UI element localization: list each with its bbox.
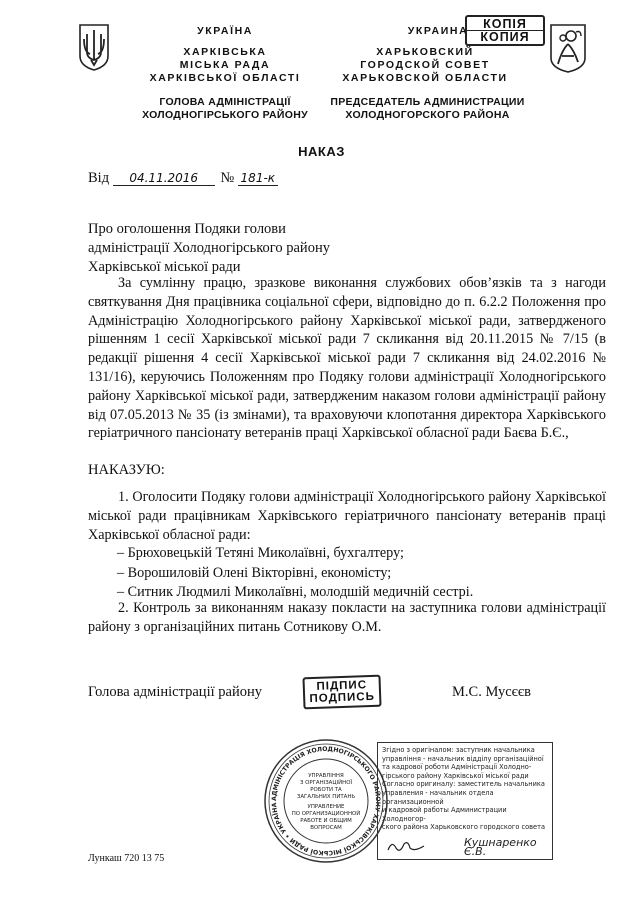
left-header-country: УКРАЇНА	[197, 25, 253, 37]
signature-stamp: ПІДПИС ПОДПИСЬ	[302, 675, 381, 710]
svg-text:З ОРГАНІЗАЦІЙНОЇ: З ОРГАНІЗАЦІЙНОЇ	[299, 780, 353, 786]
document-date: 04.11.2016	[113, 171, 215, 186]
left-header-council: ХАРКІВСЬКА МІСЬКА РАДА ХАРКІВСЬКОЇ ОБЛАСТІ	[149, 46, 301, 84]
order-word: НАКАЗУЮ:	[88, 462, 165, 478]
right-header-council: ХАРЬКОВСКИЙ ГОРОДСКОЙ СОВЕТ ХАРЬКОВСКОЙ ОБЛАСТИ	[342, 46, 508, 84]
svg-text:ВОПРОСАМ: ВОПРОСАМ	[310, 825, 342, 831]
order-preamble: За сумлінну працю, зразкове виконання службових обов’язків та з нагоди святкування Дня працівника соціальної сфери, відповідно до п. 6.2.2 Положення про Адміністрацію Холодногірського району Харківської міської ради, затвердженого рішенням 1 сесії Харківської міської ради 7 скликання від 20.11.2015 № 7/15 (в редакції рішення 4 сесії Харківської міської ради 7 скликання від 24.02.2016 № 131/16), керуючись Положенням про Подяку голови адміністрації Холодногірського району Харківської міської ради, затвердженим наказом голови адміністрації району від 07.05.2013 № 35 (із змінами), та враховуючи клопотання директора Харківського геріатричного пансіонату ветеранів праці Харківської обласної ради Баєва Б.Є.,	[88, 275, 606, 442]
document-type-title: НАКАЗ	[298, 144, 345, 159]
order-subject: Про оголошення Подяки голови адміністрації Холодногірського району Харківської міської ради	[88, 221, 330, 275]
signer-title: Голова адміністрації району	[88, 684, 262, 700]
right-header-office: ПРЕДСЕДАТЕЛЬ АДМИНИСТРАЦИИ ХОЛОДНОГОРСКОГО РАЙОНА	[330, 96, 525, 121]
certifier-name: Кушнаренко Є.В.	[464, 835, 537, 858]
number-prefix: №	[220, 170, 235, 186]
round-seal-stamp	[262, 737, 390, 865]
svg-text:РАБОТЕ И ОБЩИМ: РАБОТЕ И ОБЩИМ	[300, 818, 352, 824]
order-item-2: 2. Контроль за виконанням наказу покласти на заступника голови адміністрації району з організаційних питань Сотникову О.М.	[88, 600, 606, 635]
persons-list	[117, 544, 473, 603]
order-item-1: 1. Оголосити Подяку голови адміністрації Холодногірського району Харківської міської ради працівникам Харківського геріатричного пансіонату ветеранів праці Харківської обласної ради:	[88, 489, 606, 543]
date-prefix: Від	[88, 170, 110, 186]
copy-stamp: КОПІЯ КОПИЯ	[465, 15, 545, 46]
handwritten-signature	[386, 838, 426, 854]
right-header-country: УКРАИНА	[407, 25, 469, 37]
list-item: – Ситник Людмилі Миколаївні, молодшій медичній сестрі.	[117, 584, 474, 600]
svg-text:РОБОТИ ТА: РОБОТИ ТА	[310, 787, 342, 793]
kharkiv-coat-of-arms-emblem	[548, 22, 588, 74]
list-item: – Ворошиловій Олені Вікторівні, економісту;	[117, 564, 392, 581]
round-seal-ring-text: АДМІНІСТРАЦІЯ ХОЛОДНОГІРСЬКОГО РАЙОНУ ХАРКІВСЬКОЇ МІСЬКОЇ РАДИ • УКРАЇНА	[270, 745, 382, 857]
date-number-line	[88, 170, 278, 187]
svg-text:ЗАГАЛЬНИХ ПИТАНЬ: ЗАГАЛЬНИХ ПИТАНЬ	[296, 794, 356, 800]
svg-text:ПО ОРГАНИЗАЦИОННОЙ: ПО ОРГАНИЗАЦИОННОЙ	[291, 811, 361, 817]
certification-stamp: Згідно з оригіналом: заступник начальника управління - начальник відділу організаційної та кадрової роботи Адміністрації Холодно- гірського району Харківської міської ради Согласно оригиналу: заместитель начальника управления - начальник отдела организационной и кадровой работы Администрации Холодногор- ского района Харьковского городского совета Кушнаренко Є.В.	[377, 742, 553, 860]
document-number: 181-к	[238, 171, 278, 186]
left-header-office: ГОЛОВА АДМІНІСТРАЦІЇ ХОЛОДНОГІРСЬКОГО РАЙОНУ	[142, 96, 308, 121]
list-item: – Брюховецькій Тетяні Миколаївні, бухгалтеру;	[117, 545, 404, 561]
ukraine-trident-emblem	[76, 22, 112, 72]
signer-name: М.С. Мусєєв	[452, 684, 531, 700]
svg-text:УПРАВЛІННЯ: УПРАВЛІННЯ	[308, 773, 344, 779]
svg-text:УПРАВЛЕНИЕ: УПРАВЛЕНИЕ	[307, 804, 345, 810]
executor-contact: Лункаш 720 13 75	[88, 853, 165, 864]
